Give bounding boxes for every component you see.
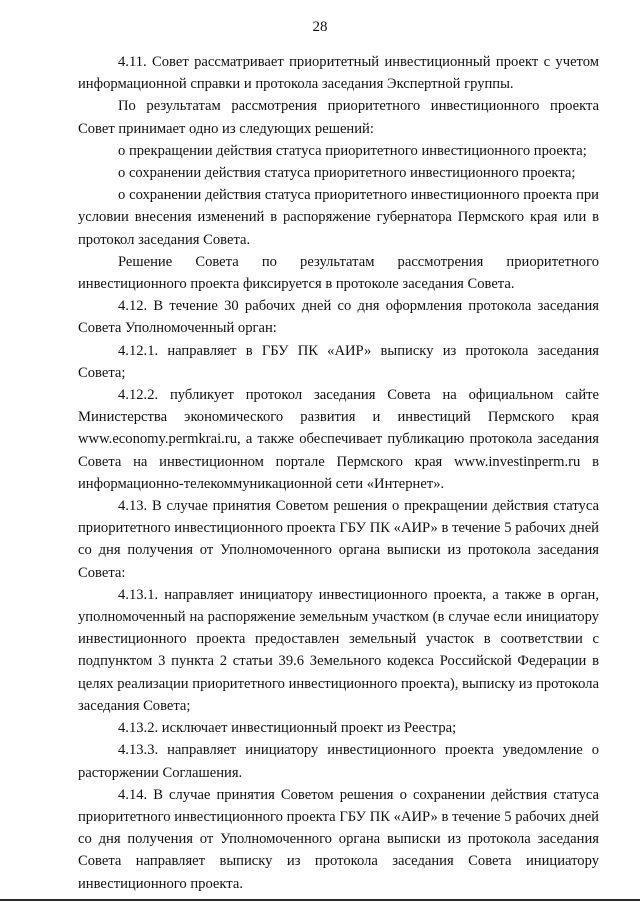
paragraph-4-11: 4.11. Совет рассматривает приоритетный инвестиционный проект с учетом информационной справки и протокола заседания Экспертной группы. bbox=[78, 54, 599, 93]
paragraph-4-13-1: 4.13.1. направляет инициатору инвестиционного проекта, а также в орган, уполномоченный на распоряжение земельным участком (в случае если инициатору инвестиционного проекта предоставлен земельный участок в соответствии с подпунктом 3 пункта 2 статьи 39.6 Земельного кодекса Российской Федерации в целях реализации приоритетного инвестиционного проекта), выписку из протокола заседания Совета; bbox=[78, 586, 599, 714]
paragraph-4-13: 4.13. В случае принятия Советом решения о прекращении действия статуса приоритетного инвестиционного проекта ГБУ ПК «АИР» в течение 5 рабочих дней со дня получения от Уполномоченного органа выписки из протокола заседания Совета: bbox=[78, 498, 599, 581]
paragraph-4-13-3: 4.13.3. направляет инициатору инвестиционного проекта уведомление о расторжении Соглашения. bbox=[78, 742, 599, 781]
bottom-edge-line bbox=[0, 899, 640, 901]
paragraph-4-14: 4.14. В случае принятия Советом решения о сохранении действия статуса приоритетного инвестиционного проекта ГБУ ПК «АИР» в течение 5 рабочих дней со дня получения от Уполномоченного органа выписки из протокола заседания Совета направляет выписку из протокола заседания Совета инициатору инвестиционного проекта. bbox=[78, 786, 599, 892]
document-body bbox=[78, 51, 599, 895]
paragraph-4-12: 4.12. В течение 30 рабочих дней со дня оформления протокола заседания Совета Уполномоченный орган: bbox=[78, 298, 599, 337]
paragraph-decision-conditional-retention: о сохранении действия статуса приоритетного инвестиционного проекта при условии внесения изменений в распоряжение губернатора Пермского края или в протокол заседания Совета. bbox=[78, 187, 599, 248]
paragraph-4-12-1: 4.12.1. направляет в ГБУ ПК «АИР» выписку из протокола заседания Совета; bbox=[78, 342, 599, 381]
paragraph-decision-termination: о прекращении действия статуса приоритетного инвестиционного проекта; bbox=[118, 142, 587, 159]
page-number: 28 bbox=[312, 19, 328, 35]
paragraph-4-13-2: 4.13.2. исключает инвестиционный проект из Реестра; bbox=[118, 720, 457, 737]
paragraph-decision-retention: о сохранении действия статуса приоритетного инвестиционного проекта; bbox=[118, 165, 576, 182]
paragraph-decisions-intro: По результатам рассмотрения приоритетного инвестиционного проекта Совет принимает одно из следующих решений: bbox=[78, 98, 599, 137]
paragraph-4-12-2: 4.12.2. публикует протокол заседания Совета на официальном сайте Министерства экономического развития и инвестиций Пермского края www.economy.permkrai.ru, а также обеспечивает публикацию протокола заседания Совета на инвестиционном портале Пермского края www.investinperm.ru в информационно-телекоммуникационной сети «Интернет». bbox=[78, 387, 599, 492]
paragraph-decision-record: Решение Совета по результатам рассмотрения приоритетного инвестиционного проекта фиксируется в протоколе заседания Совета. bbox=[78, 253, 599, 293]
